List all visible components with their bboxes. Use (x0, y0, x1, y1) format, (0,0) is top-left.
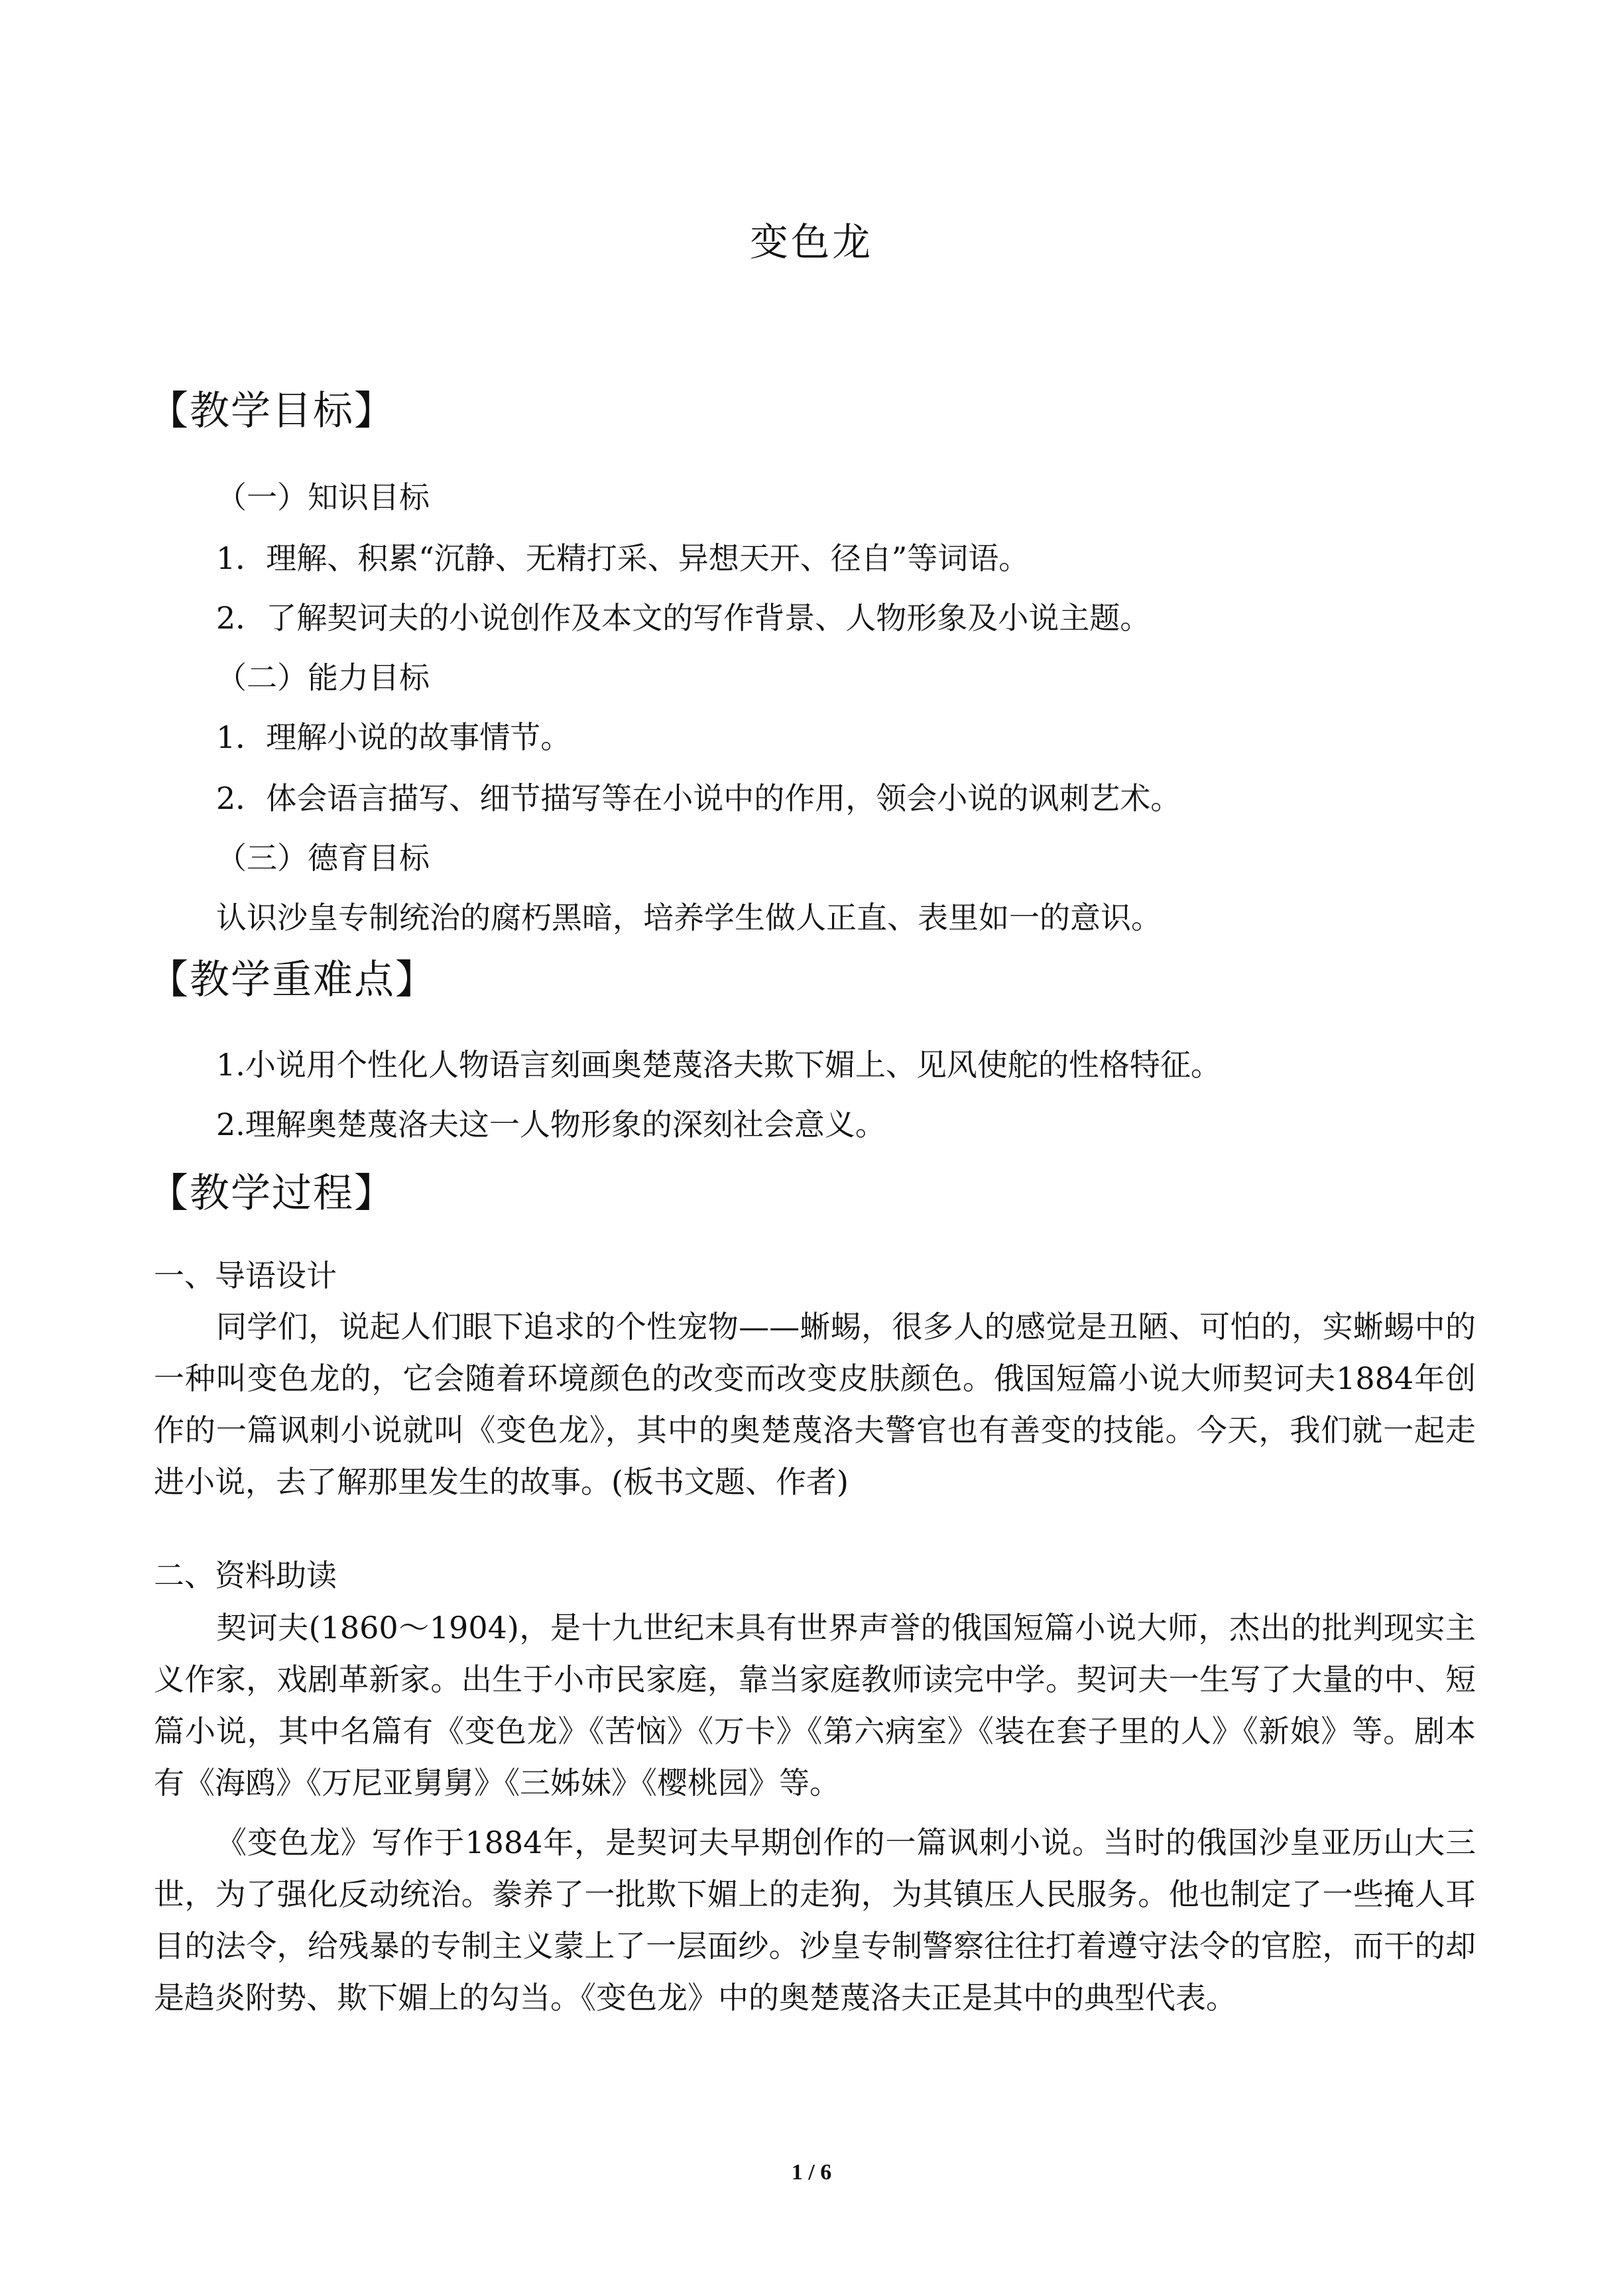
process-heading: 【教学过程】 (149, 1170, 395, 1217)
key-points-heading: 【教学重难点】 (149, 957, 436, 1003)
knowledge-item-2: 2．了解契诃夫的小说创作及本文的写作背景、人物形象及小说主题。 (216, 600, 1151, 636)
ability-objective-label: （二）能力目标 (216, 660, 430, 695)
knowledge-item-1: 1．理解、积累“沉静、无精打采、异想天开、径自”等词语。 (216, 540, 1030, 576)
knowledge-objective-label: （一）知识目标 (216, 479, 430, 515)
part1-paragraph: 同学们，说起人们眼下追求的个性宠物——蜥蜴，很多人的感觉是丑陋、可怕的，实蜥蜴中的一种叫变色龙的，它会随着环境颜色的改变而改变皮肤颜色。俄国短篇小说大师契诃夫1884年创作的一篇讽刺小说就叫《变色龙》，其中的奥楚蔑洛夫警官也有善变的技能。今天，我们就一起走进小说，去了解那里发生的故事。(板书文题、作者) (154, 1309, 1476, 1500)
objectives-heading: 【教学目标】 (149, 388, 395, 434)
ability-item-2: 2．体会语言描写、细节描写等在小说中的作用，领会小说的讽刺艺术。 (216, 780, 1181, 816)
part2-paragraph-1: 契诃夫(1860～1904)，是十九世纪末具有世界声誉的俄国短篇小说大师，杰出的批判现实主义作家，戏剧革新家。出生于小市民家庭，靠当家庭教师读完中学。契诃夫一生写了大量的中、短篇小说，其中名篇有《变色龙》《苦恼》《万卡》《第六病室》《装在套子里的人》《新娘》等。剧本有《海鸥》《万尼亚舅舅》《三姊妹》《樱桃园》等。 (154, 1610, 1476, 1801)
part1-title: 一、导语设计 (154, 1258, 337, 1294)
part2-title: 二、资料助读 (154, 1557, 337, 1593)
moral-objective-text: 认识沙皇专制统治的腐朽黑暗，培养学生做人正直、表里如一的意识。 (216, 900, 1162, 936)
document-title: 变色龙 (749, 219, 873, 265)
key-point-1: 1.小说用个性化人物语言刻画奥楚蔑洛夫欺下媚上、见风使舵的性格特征。 (216, 1047, 1221, 1083)
key-point-2: 2.理解奥楚蔑洛夫这一人物形象的深刻社会意义。 (216, 1107, 886, 1142)
page-number: 1 / 6 (791, 2160, 832, 2185)
ability-item-1: 1．理解小说的故事情节。 (216, 719, 571, 755)
moral-objective-label: （三）德育目标 (216, 840, 430, 876)
part2-paragraph-2: 《变色龙》写作于1884年，是契诃夫早期创作的一篇讽刺小说。当时的俄国沙皇亚历山大三世，为了强化反动统治。豢养了一批欺下媚上的走狗，为其镇压人民服务。他也制定了一些掩人耳目的法令，给残暴的专制主义蒙上了一层面纱。沙皇专制警察往往打着遵守法令的官腔，而干的却是趋炎附势、欺下媚上的勾当。《变色龙》中的奥楚蔑洛夫正是其中的典型代表。 (154, 1825, 1476, 2016)
